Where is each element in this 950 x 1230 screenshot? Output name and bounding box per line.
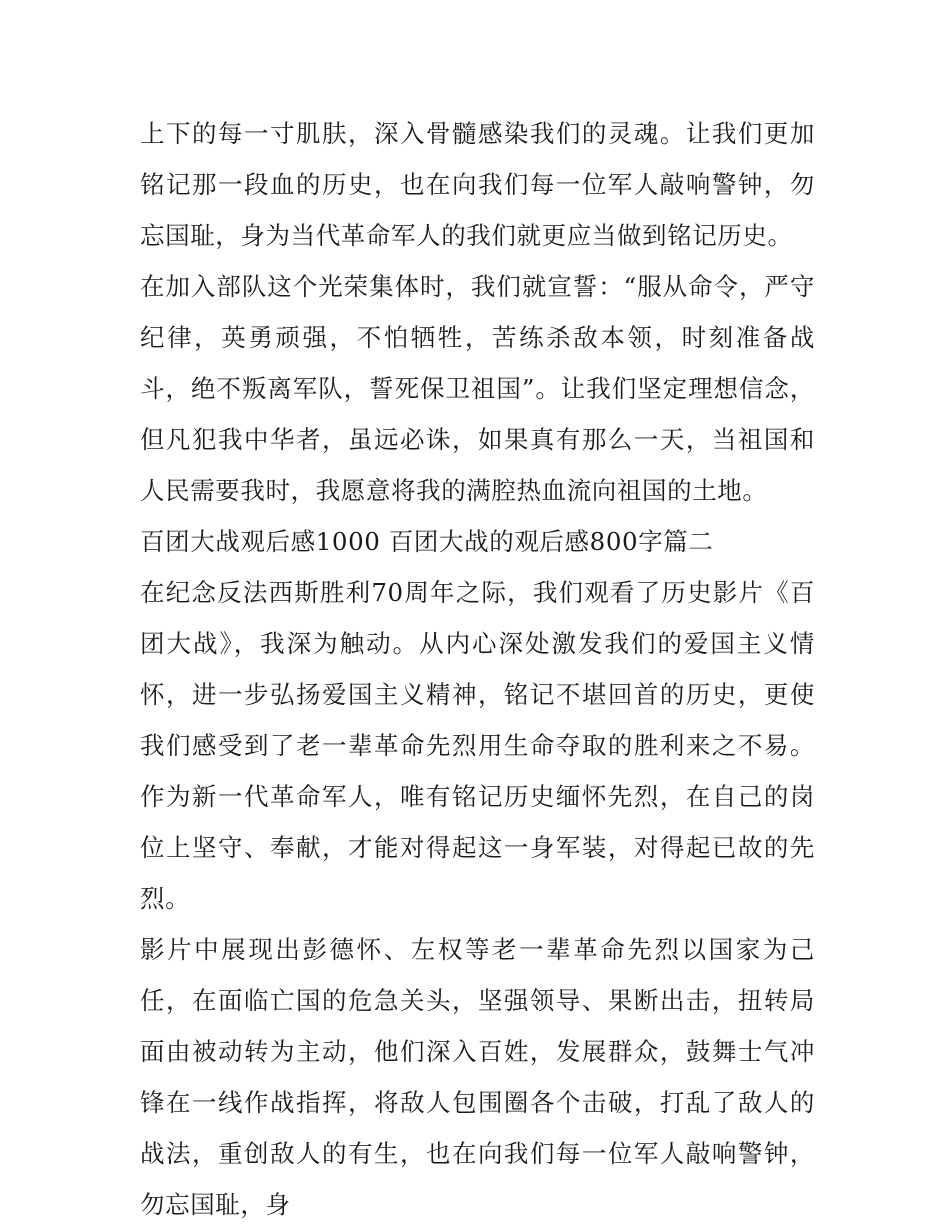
- document-body: [140, 108, 815, 1230]
- paragraph: 影片中展现出彭德怀、左权等老一辈革命先烈以国家为己任，在面临亡国的危急关头，坚强领导、果断出击，扭转局面由被动转为主动，他们深入百姓，发展群众，鼓舞士气冲锋在一线作战指挥，将敌人包围圈各个击破，打乱了敌人的战法，重创敌人的有生，也在向我们每一位军人敲响警钟，勿忘国耻，身: [140, 935, 815, 1219]
- section-heading: 百团大战观后感1000 百团大战的观后感800字篇二: [140, 527, 714, 556]
- paragraph: 在纪念反法西斯胜利70周年之际，我们观看了历史影片《百团大战》，我深为触动。从内心深处激发我们的爱国主义情怀，进一步弘扬爱国主义精神，铭记不堪回首的历史，更使我们感受到了老一辈革命先烈用生命夺取的胜利来之不易。作为新一代革命军人，唯有铭记历史缅怀先烈，在自己的岗位上坚守、奉献，才能对得起这一身军装，对得起已故的先烈。: [140, 578, 815, 913]
- paragraph: 在加入部队这个光荣集体时，我们就宣誓：“服从命令，严守纪律，英勇顽强，不怕牺牲，苦练杀敌本领，时刻准备战斗，绝不叛离军队，誓死保卫祖国”。让我们坚定理想信念，但凡犯我中华者，虽远必诛，如果真有那么一天，当祖国和人民需要我时，我愿意将我的满腔热血流向祖国的土地。: [140, 272, 815, 505]
- paragraph: 上下的每一寸肌肤，深入骨髓感染我们的灵魂。让我们更加铭记那一段血的历史，也在向我们每一位军人敲响警钟，勿忘国耻，身为当代革命军人的我们就更应当做到铭记历史。: [140, 119, 815, 250]
